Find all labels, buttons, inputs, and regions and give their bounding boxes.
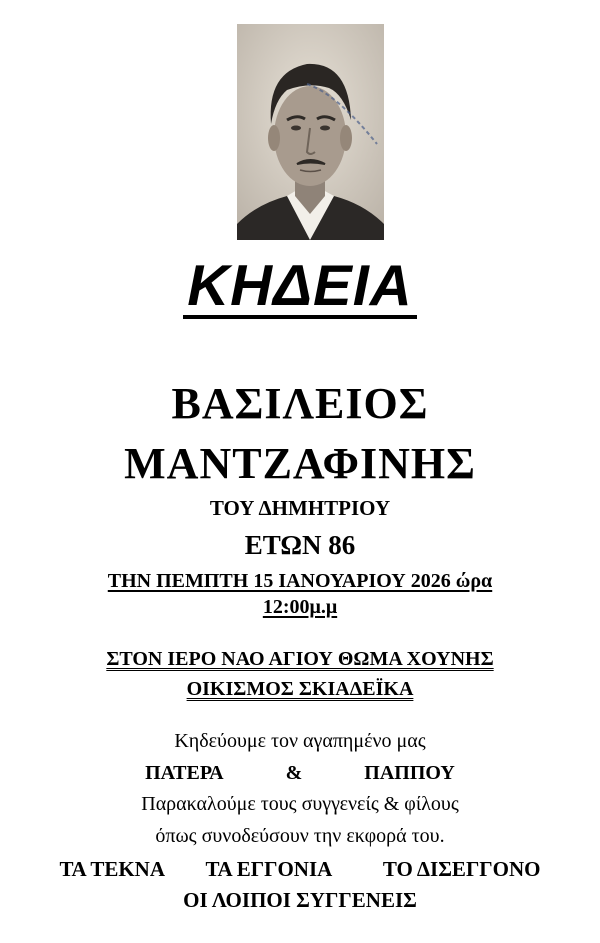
message-line-1: Κηδεύουμε τον αγαπημένο μας	[174, 730, 426, 752]
message-line-3: όπως συνοδεύσουν την εκφορά του.	[155, 825, 445, 847]
mourners-row	[0, 857, 600, 882]
mourners-grandchildren: ΤΑ ΕΓΓΟΝΙΑ	[205, 857, 333, 881]
relation-ampersand: &	[285, 762, 303, 784]
funeral-title-text: ΚΗΔΕΙΑ	[183, 257, 416, 319]
funeral-title	[0, 254, 600, 319]
mourners-other-relatives: ΟΙ ΛΟΙΠΟΙ ΣΥΓΓΕΝΕΙΣ	[183, 888, 417, 912]
service-church: ΣΤΟΝ ΙΕΡΟ ΝΑΟ ΑΓΙΟΥ ΘΩΜΑ ΧΟΥΝΗΣ	[106, 648, 494, 670]
deceased-age: ΕΤΩΝ 86	[244, 530, 356, 560]
mourners-great-grandchild: ΤΟ ΔΙΣΕΓΓΟΝΟ	[382, 857, 541, 881]
deceased-first-name: ΒΑΣΙΛΕΙΟΣ	[171, 379, 429, 428]
message-line-2: Παρακαλούμε τους συγγενείς & φίλους	[141, 793, 459, 815]
relation-father: ΠΑΤΕΡΑ	[145, 762, 224, 784]
portrait-photo	[237, 24, 384, 240]
relation-grandfather: ΠΑΠΠΟΥ	[364, 762, 455, 784]
service-date: ΤΗΝ ΠΕΜΠΤΗ 15 ΙΑΝΟΥΑΡΙΟΥ 2026 ώρα	[107, 570, 493, 592]
service-place: ΟΙΚΙΣΜΟΣ ΣΚΙΑΔΕΪΚΑ	[186, 678, 414, 700]
mourners-children: ΤΑ ΤΕΚΝΑ	[59, 857, 166, 881]
relation-row	[0, 762, 600, 785]
deceased-last-name: ΜΑΝΤΖΑΦΙΝΗΣ	[124, 439, 476, 488]
deceased-father-name: ΤΟΥ ΔΗΜΗΤΡΙΟΥ	[209, 496, 391, 520]
service-time: 12:00μ.μ	[262, 596, 338, 618]
portrait-photo-icon	[237, 24, 384, 240]
